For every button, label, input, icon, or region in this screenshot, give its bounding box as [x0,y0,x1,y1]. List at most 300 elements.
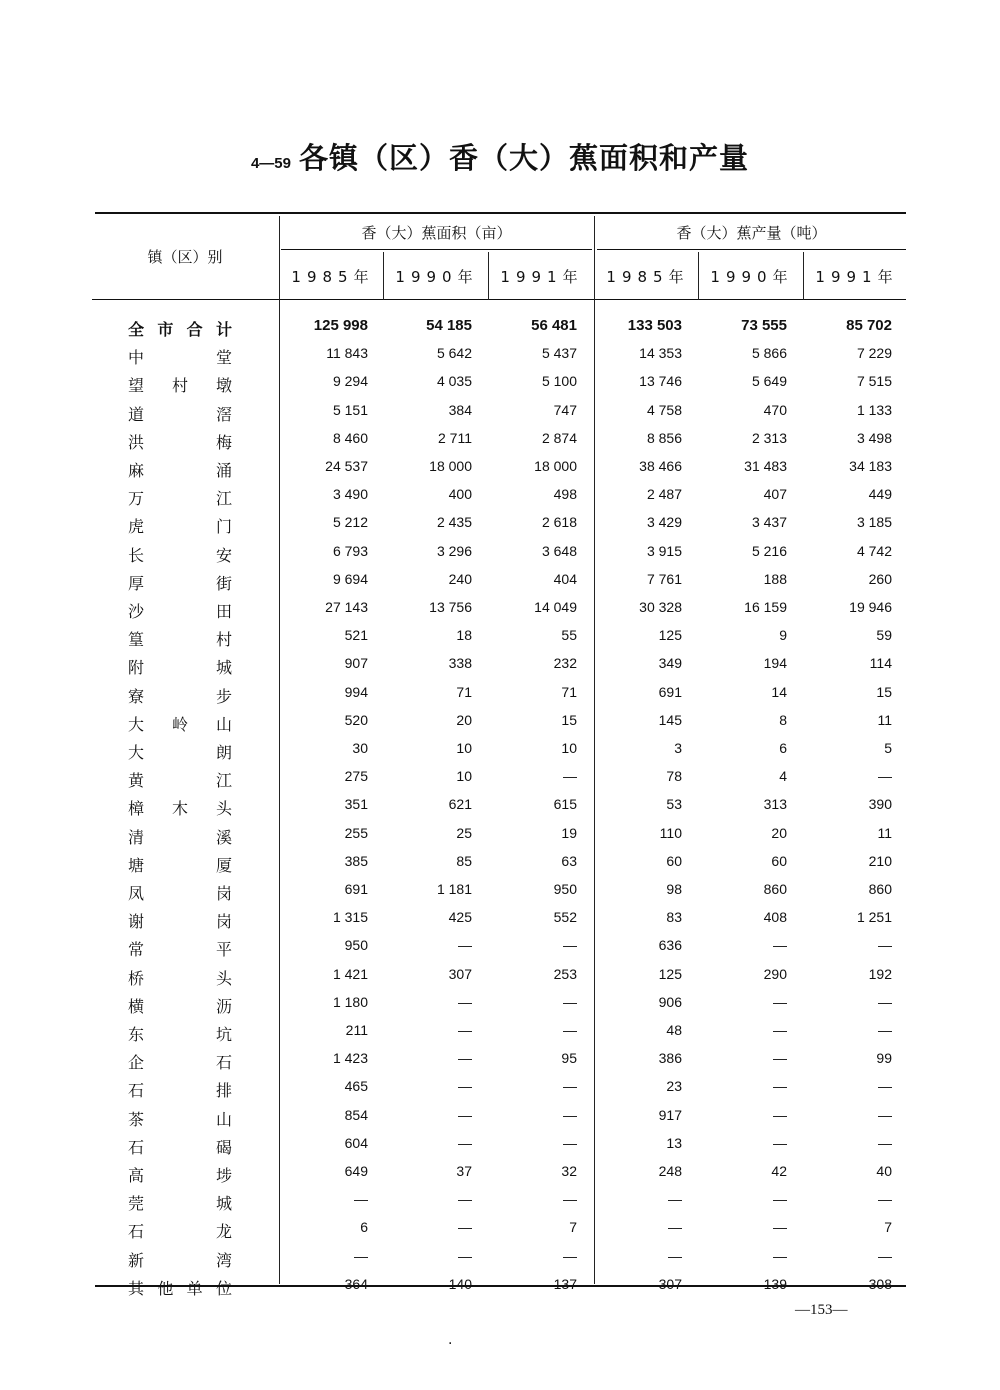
town-name [128,571,232,599]
table-cell: — [878,1022,892,1038]
town-name [128,994,232,1022]
table-cell: 211 [345,1022,368,1038]
table-row [0,712,1000,740]
town-name-char: 新 [128,1250,145,1270]
table-cell: 2 711 [438,429,472,446]
table-cell: 30 [352,740,368,756]
town-name-char: 堂 [215,348,232,368]
table-cell: — [458,1134,472,1151]
table-row [0,909,1000,937]
table-cell: 240 [448,570,472,587]
table-cell: 604 [344,1134,368,1151]
table-cell: — [668,1191,682,1208]
table-title [0,136,1000,177]
table-cell: 53 [666,796,682,813]
town-name-char: 塘 [128,855,145,875]
table-cell: 232 [553,655,577,672]
town-name-char: 常 [128,940,145,960]
table-cell: 7 761 [646,570,682,587]
table-cell: 307 [448,965,472,982]
header-area-group: 香（大）蕉面积（亩） [361,224,512,242]
table-cell: 78 [666,768,682,785]
table-cell: — [878,993,892,1010]
table-cell: 8 [779,711,787,728]
town-name-char: 合 [186,320,203,339]
group-underline-output [597,249,906,250]
table-cell: 351 [344,796,368,813]
table-cell: 4 758 [646,401,682,418]
table-cell: 19 946 [849,599,892,615]
table-cell: 917 [658,1106,682,1123]
table-cell: 384 [448,401,472,418]
table-cell: 20 [771,824,787,841]
table-cell: 55 [561,627,577,644]
table-cell: 5 212 [332,514,368,531]
table-cell: 7 229 [856,345,892,362]
table-cell: 60 [771,852,787,869]
table-cell: 1 251 [856,909,892,926]
town-name-char: 门 [215,517,232,537]
table-cell: 3 296 [436,542,472,559]
table-cell: 133 503 [627,317,682,334]
table-cell: 364 [344,1275,368,1292]
table-cell: 9 [779,627,787,644]
town-name-char: 山 [215,714,232,734]
town-name-char: 高 [128,1166,145,1185]
col-divider-output-1991 [803,252,804,300]
table-cell: 7 [884,1219,892,1236]
table-row [0,853,1000,881]
town-name-char: 城 [215,658,232,678]
table-cell: 13 756 [429,599,472,615]
table-cell: 3 429 [646,514,682,531]
table-row [0,486,1000,514]
table-cell: — [563,937,577,954]
table-cell: — [773,993,787,1010]
table-cell: 636 [658,937,682,954]
town-name-char: 黄 [128,771,145,791]
town-name-char: 龙 [215,1222,232,1242]
table-row [0,543,1000,571]
table-cell: — [458,1022,472,1038]
town-name [128,655,232,683]
table-row [0,571,1000,599]
town-name-char: 桥 [128,968,145,988]
table-cell: 950 [344,937,368,954]
town-name-char: 其 [128,1278,145,1298]
table-cell: 3 648 [541,542,577,559]
table-row [0,317,1000,345]
table-row [0,825,1000,853]
table-cell: 31 483 [744,458,787,474]
table-cell: 255 [344,824,368,841]
town-name-char: 道 [128,404,145,424]
table-cell: 313 [763,796,787,813]
table-cell: 408 [763,909,787,926]
table-cell: 950 [553,881,577,897]
town-name-char: 溪 [215,827,232,847]
table-cell: 2 874 [541,429,577,446]
town-name-char: 排 [215,1081,232,1101]
town-name-char: 麻 [128,461,145,480]
table-cell: 2 487 [646,486,682,503]
table-cell: 691 [658,683,682,700]
table-row [0,1107,1000,1135]
table-row [0,937,1000,965]
table-cell: 24 537 [325,458,368,474]
table-cell: — [354,1247,368,1264]
table-cell: 139 [763,1275,787,1292]
town-name [128,543,232,571]
table-cell: 404 [553,570,577,587]
table-cell: — [458,1247,472,1264]
table-cell: 2 618 [541,514,577,531]
table-cell: 3 [674,740,682,756]
town-name [128,1135,232,1163]
table-cell: 1 423 [332,1050,368,1067]
table-row [0,740,1000,768]
table-row [0,627,1000,655]
town-name [128,1219,232,1247]
table-row [0,458,1000,486]
town-name-char: 滘 [215,404,232,424]
table-cell: 83 [666,909,682,926]
town-name-char: 莞 [128,1194,145,1214]
town-name-char: 中 [128,348,145,368]
table-cell: 48 [666,1022,682,1038]
table-row [0,1022,1000,1050]
table-cell: 1 180 [332,993,368,1010]
town-name-char: 岗 [215,912,232,932]
town-name-char: 街 [215,573,232,593]
table-cell: 449 [868,486,892,503]
table-cell: — [773,1134,787,1151]
town-name [128,430,232,458]
table-cell: — [458,1219,472,1236]
table-cell: 386 [658,1050,682,1067]
table-cell: 1 133 [856,401,892,418]
table-cell: 5 [884,740,892,756]
town-name-char: 山 [215,1109,232,1129]
town-name [128,909,232,937]
town-name [128,1050,232,1078]
table-cell: 10 [561,740,577,756]
table-cell: 63 [561,852,577,869]
table-cell: — [354,1191,368,1208]
town-name-char: 望 [128,376,145,396]
table-cell: 11 843 [326,345,368,362]
table-cell: 425 [448,909,472,926]
town-name [128,514,232,542]
table-cell: — [563,1247,577,1264]
table-cell: 145 [658,711,682,728]
table-cell: 1 181 [436,881,472,897]
table-cell: 188 [763,570,787,587]
town-name [128,1276,232,1304]
town-name-char: 朗 [215,743,232,762]
col-divider-area-1991 [488,252,489,300]
town-name-char: 厦 [215,855,232,875]
town-name-char: 市 [157,320,174,339]
town-name-char: 石 [128,1081,145,1101]
town-name [128,458,232,486]
table-cell: 194 [763,655,787,672]
table-row [0,1276,1000,1304]
table-cell: — [563,1106,577,1123]
town-name-char: 江 [215,489,232,509]
table-cell: — [563,1191,577,1208]
table-cell: — [458,1078,472,1095]
town-name-char: 全 [128,320,145,339]
table-cell: 5 151 [332,401,368,418]
table-cell: 99 [876,1050,892,1067]
town-name [128,966,232,994]
table-cell: — [458,937,472,954]
town-name-char: 寮 [128,686,145,706]
town-name-char: 凤 [128,884,145,903]
table-cell: 15 [561,711,577,728]
page-number: —153— [795,1302,848,1318]
town-name-char: 大 [128,714,145,734]
town-name [128,712,232,740]
header-year: 1985年 [291,268,375,286]
town-name-char: 沥 [215,996,232,1016]
table-cell: — [668,1247,682,1264]
town-name [128,402,232,430]
col-divider-area-1990 [383,252,384,300]
table-cell: 4 035 [436,373,472,390]
table-row [0,1191,1000,1219]
table-cell: — [773,1247,787,1264]
table-cell: 860 [868,881,892,897]
table-cell: 40 [876,1163,892,1179]
table-cell: 520 [344,711,368,728]
table-row [0,768,1000,796]
table-cell: — [878,768,892,785]
table-cell: — [458,1050,472,1067]
table-cell: — [563,768,577,785]
town-name [128,1022,232,1050]
table-cell: 860 [763,881,787,897]
town-name-char: 木 [171,799,188,819]
town-name [128,1107,232,1135]
table-cell: 5 437 [541,345,577,362]
town-name-char: 沙 [128,602,145,621]
table-row [0,684,1000,712]
town-name-char: 步 [215,686,232,706]
table-cell: 470 [763,401,787,418]
table-cell: 37 [456,1163,472,1179]
table-cell: 6 [779,740,787,756]
town-name [128,853,232,881]
table-cell: 290 [763,965,787,982]
table-cell: 521 [344,627,368,644]
table-cell: 210 [868,852,892,869]
table-cell: 14 [771,683,787,700]
page-mark: · [448,1336,453,1352]
top-rule [95,212,906,214]
town-name-char: 田 [215,602,232,621]
table-cell: — [563,1078,577,1095]
table-cell: 73 555 [741,317,787,334]
town-name-char: 平 [215,940,232,960]
town-name-char: 厚 [128,573,145,593]
table-row [0,796,1000,824]
table-cell: 5 642 [436,345,472,362]
table-cell: 615 [553,796,577,813]
table-cell: — [773,1022,787,1038]
header-year: 1991年 [500,268,584,286]
table-cell: 27 143 [325,599,368,615]
table-row [0,1248,1000,1276]
table-row [0,655,1000,683]
town-name-char: 横 [128,996,145,1016]
table-row [0,599,1000,627]
town-name-char: 长 [128,545,145,565]
town-name-char: 企 [128,1053,145,1073]
table-row [0,1135,1000,1163]
table-cell: 1 315 [332,909,368,926]
table-cell: 691 [344,881,368,897]
table-row [0,430,1000,458]
town-name-char: 岗 [215,884,232,903]
header-town: 镇（区）别 [147,248,223,266]
table-cell: 11 [877,711,892,728]
town-name-char: 岭 [171,714,188,734]
town-name-char: 樟 [128,799,145,819]
table-cell: 854 [344,1106,368,1123]
table-cell: — [773,1078,787,1095]
table-cell: 8 460 [332,429,368,446]
town-name-char: 头 [215,799,232,819]
table-cell: — [458,993,472,1010]
town-name-char: 城 [215,1194,232,1214]
table-cell: 9 694 [332,570,368,587]
header-year: 1991年 [815,268,899,286]
table-cell: 747 [553,401,577,418]
table-cell: 9 294 [332,373,368,390]
table-cell: 5 866 [751,345,787,362]
table-cell: — [773,937,787,954]
table-cell: 253 [553,965,577,982]
header-year: 1990年 [710,268,794,286]
town-name [128,937,232,965]
table-row [0,1219,1000,1247]
table-cell: — [773,1191,787,1208]
town-name [128,768,232,796]
table-cell: — [773,1106,787,1123]
town-name-char: 墩 [215,376,232,396]
town-name-char: 江 [215,771,232,791]
town-name [128,684,232,712]
table-cell: 260 [868,570,892,587]
table-cell: — [878,1106,892,1123]
town-name-char: 埗 [215,1166,232,1185]
table-cell: 18 000 [534,458,577,474]
table-cell: 15 [876,683,892,700]
table-cell: 125 [658,627,682,644]
town-name-char: 石 [215,1053,232,1073]
table-cell: 907 [344,655,368,672]
table-cell: 906 [658,993,682,1010]
col-divider-output-1990 [698,252,699,300]
town-name-char: 石 [128,1137,145,1157]
table-cell: 3 498 [856,429,892,446]
table-cell: 60 [666,852,682,869]
table-cell: — [773,1219,787,1236]
table-title-text: 各镇（区）香（大）蕉面积和产量 [299,141,750,175]
town-name [128,1191,232,1219]
table-cell: 6 [360,1219,368,1236]
table-cell: 5 100 [541,373,577,390]
table-cell: 13 746 [639,373,682,390]
table-cell: 649 [344,1163,368,1179]
table-cell: 248 [658,1163,682,1179]
table-cell: 3 437 [751,514,787,531]
town-name-char: 位 [215,1278,232,1298]
table-cell: 6 793 [332,542,368,559]
table-cell: 552 [553,909,577,926]
table-cell: 25 [456,824,472,841]
table-cell: 2 435 [436,514,472,531]
town-name-char: 安 [215,545,232,565]
table-row [0,514,1000,542]
town-name [128,486,232,514]
town-name-char: 虎 [128,517,145,537]
town-name [128,317,232,345]
table-row [0,994,1000,1022]
table-cell: — [458,1106,472,1123]
table-cell: 4 [779,768,787,785]
table-cell: 994 [344,683,368,700]
table-cell: — [878,937,892,954]
table-cell: 140 [448,1275,472,1292]
table-cell: — [773,1050,787,1067]
table-cell: 7 [569,1219,577,1236]
table-cell: 308 [868,1275,892,1292]
town-name [128,825,232,853]
town-name-char: 万 [128,489,145,509]
table-cell: — [878,1247,892,1264]
table-cell: — [563,1134,577,1151]
table-row [0,402,1000,430]
table-cell: 137 [553,1275,577,1292]
group-underline-area [281,249,592,250]
table-cell: 10 [456,740,472,756]
table-cell: 23 [666,1078,682,1095]
table-cell: 71 [561,683,577,700]
town-name [128,627,232,655]
table-number: 4—59 [250,155,291,172]
table-row [0,881,1000,909]
table-cell: 3 915 [646,542,682,559]
table-cell: 3 185 [856,514,892,531]
town-name [128,1078,232,1106]
town-name-char: 单 [186,1278,203,1298]
town-name [128,599,232,627]
town-name-char: 他 [157,1278,174,1298]
table-row [0,345,1000,373]
table-cell: 621 [448,796,472,813]
table-cell: — [563,1022,577,1038]
table-cell: 5 216 [751,542,787,559]
table-cell: 20 [456,711,472,728]
town-name-char: 计 [215,320,232,339]
table-cell: 14 049 [534,599,577,615]
table-cell: 275 [344,768,368,785]
table-cell: 30 328 [639,599,682,615]
table-cell: 98 [666,881,682,897]
